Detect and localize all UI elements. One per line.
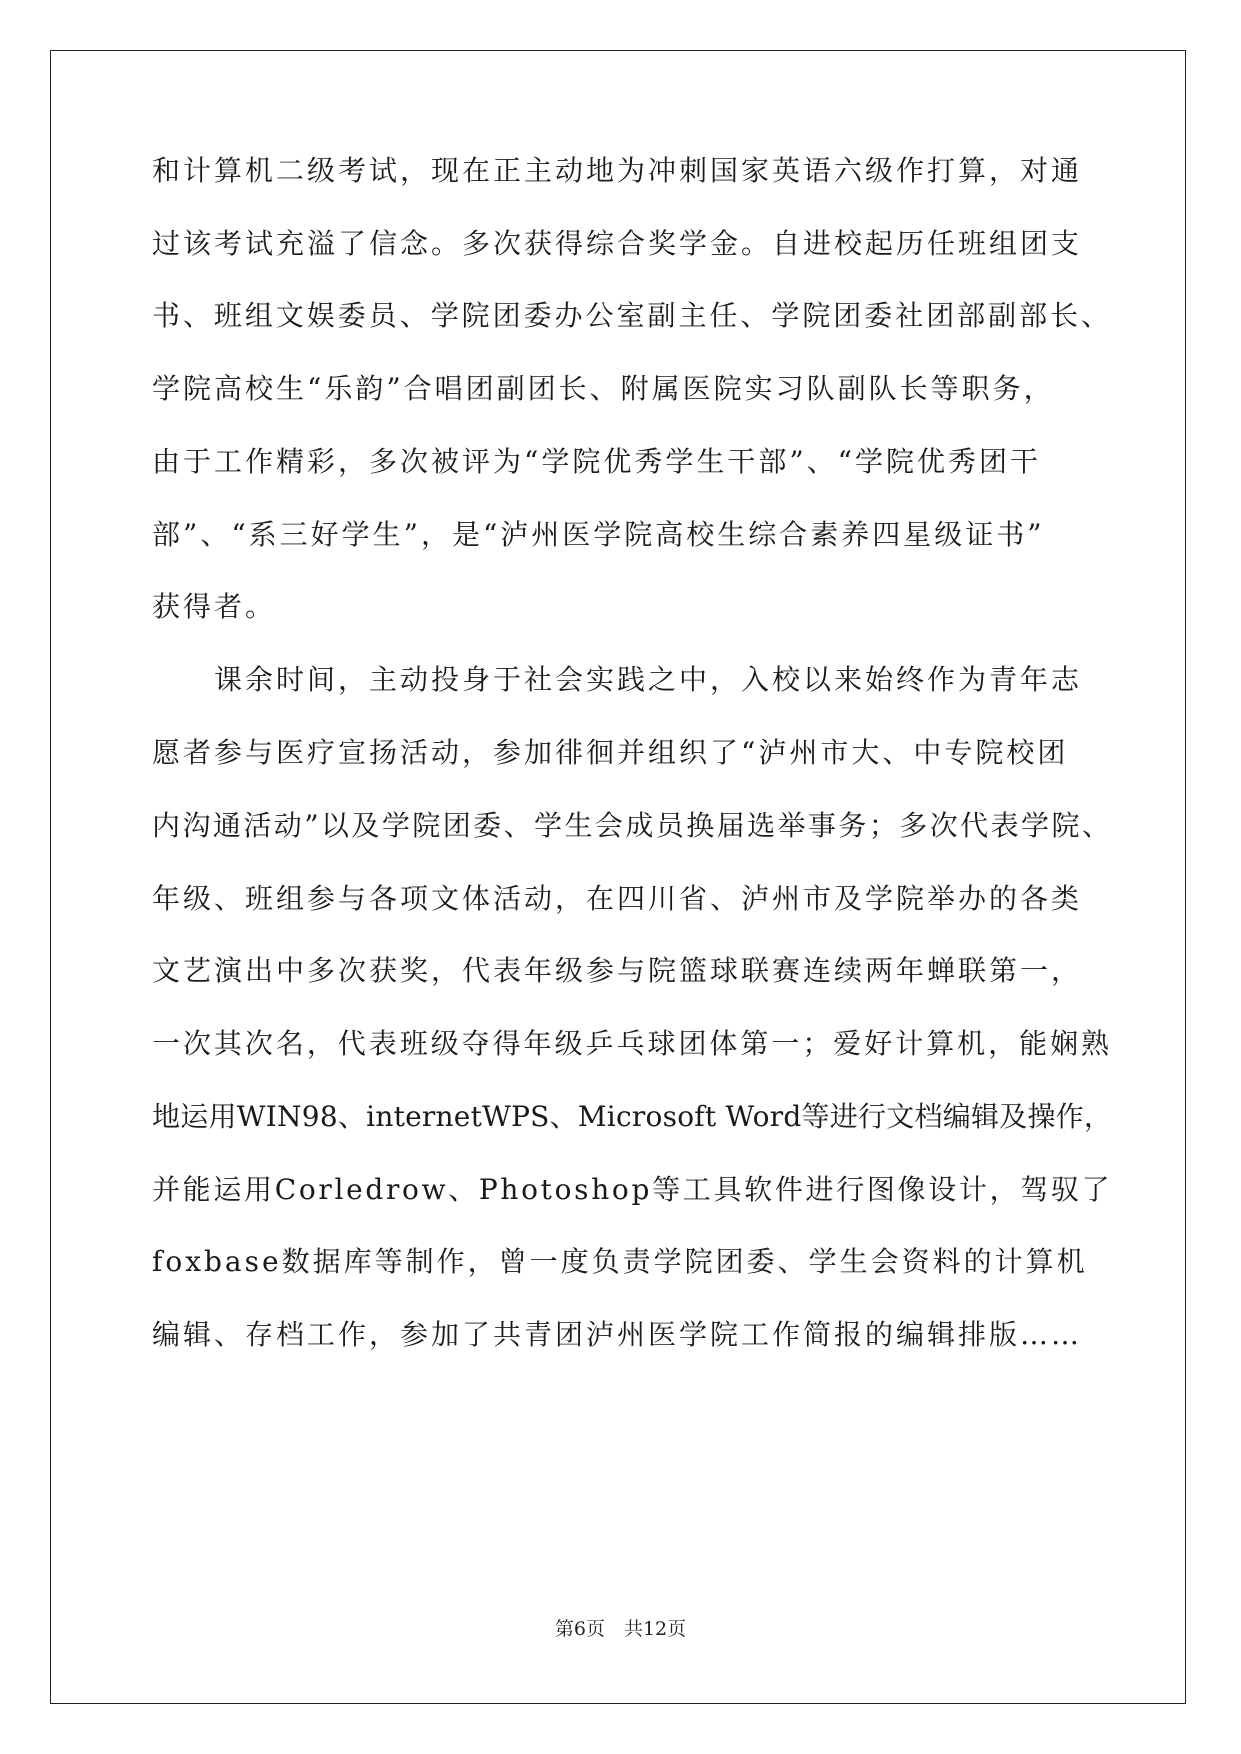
page-number: 第6页 共12页 — [554, 1618, 687, 1640]
text-line: foxbase数据库等制作，曾一度负责学院团委、学生会资料的计算机 — [152, 1245, 1088, 1278]
text-line: 愿者参与医疗宣扬活动，参加徘徊并组织了“泸州市大、中专院校团 — [152, 736, 1069, 769]
text-line: 由于工作精彩，多次被评为“学院优秀学生干部”、“学院优秀团干 — [152, 445, 1041, 478]
page-footer — [0, 1614, 1241, 1641]
text-line: 书、班组文娱委员、学院团委办公室副主任、学院团委社团部副部长、 — [152, 299, 1113, 332]
text-line: 年级、班组参与各项文体活动，在四川省、泸州市及学院举办的各类 — [152, 882, 1083, 915]
text-line: 一次其次名，代表班级夺得年级乒乓球团体第一；爱好计算机，能娴熟 — [152, 1027, 1113, 1060]
text-line: 并能运用Corledrow、Photoshop等工具软件进行图像设计，驾驭了 — [152, 1173, 1113, 1206]
paragraph-first-line: 课余时间，主动投身于社会实践之中，入校以来始终作为青年志 — [214, 663, 1083, 696]
text-line: 和计算机二级考试，现在正主动地为冲刺国家英语六级作打算，对通 — [152, 154, 1083, 187]
text-line: 部”、“系三好学生”，是“泸州医学院高校生综合素养四星级证书” — [152, 518, 1045, 551]
text-line: 学院高校生“乐韵”合唱团副团长、附属医院实习队副队长等职务， — [152, 372, 1055, 405]
text-line: 地运用WIN98、internetWPS、Microsoft Word等进行文档编辑及操作， — [152, 1100, 1113, 1133]
text-line: 编辑、存档工作，参加了共青团泸州医学院工作简报的编辑排版…… — [152, 1318, 1083, 1351]
text-line: 文艺演出中多次获奖，代表年级参与院篮球联赛连续两年蝉联第一， — [152, 954, 1083, 987]
text-line: 获得者。 — [152, 590, 277, 623]
text-line: 内沟通活动”以及学院团委、学生会成员换届选举事务；多次代表学院、 — [152, 809, 1113, 842]
text-line: 过该考试充溢了信念。多次获得综合奖学金。自进校起历任班组团支 — [152, 227, 1083, 260]
